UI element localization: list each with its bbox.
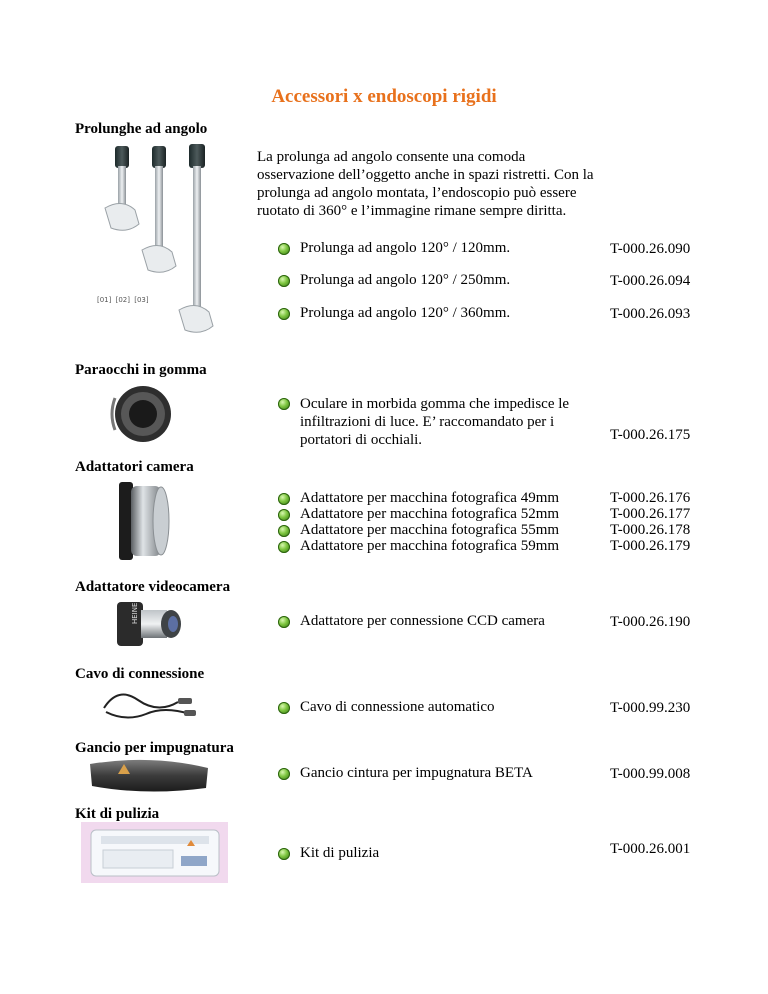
bullet-icon [278,308,290,320]
item-label: Prolunga ad angolo 120° / 250mm. [300,272,511,288]
list-item [278,490,559,507]
product-code: T-000.26.190 [610,614,691,630]
connection-cable-image [100,686,200,722]
product-code: T-000.26.093 [610,306,691,322]
product-code: T-000.99.230 [610,700,691,716]
bullet-icon [278,616,290,628]
section-heading-cavo: Cavo di connessione [75,666,205,682]
list-item [278,240,510,257]
bullet-icon [278,702,290,714]
bullet-icon [278,275,290,287]
list-item [278,395,600,449]
product-code: T-000.99.008 [610,766,691,782]
bullet-icon [278,509,290,521]
list-item [278,613,545,630]
bullet-icon [278,525,290,537]
image-label-01: [01] [97,296,112,304]
item-label: Adattatore per macchina fotografica 55mm [300,522,560,538]
list-item [278,522,559,539]
image-caption-labels [97,296,149,304]
cleaning-kit-box-icon [81,822,228,883]
product-code: T-000.26.179 [610,538,691,554]
list-item [278,272,510,289]
product-code: T-000.26.001 [610,841,691,857]
section-heading-gancio: Gancio per impugnatura [75,740,234,756]
rubber-eyecup-image [105,384,175,444]
image-label-03: [03] [134,296,149,304]
item-label: Adattatore per macchina fotografica 52mm [300,506,560,522]
product-code: T-000.26.176 [610,490,691,506]
product-code: T-000.26.090 [610,241,691,257]
list-item [278,765,533,782]
cleaning-kit-image [81,822,228,883]
angle-extension-image [85,138,245,340]
item-label: Gancio cintura per impugnatura BETA [300,765,533,781]
section-heading-paraocchi: Paraocchi in gomma [75,362,207,378]
item-label: Adattatore per macchina fotografica 59mm [300,538,560,554]
item-label: Prolunga ad angolo 120° / 120mm. [300,240,511,256]
product-code: T-000.26.177 [610,506,691,522]
section-heading-prolunghe: Prolunghe ad angolo [75,121,208,137]
camera-adapter-image [115,476,175,566]
item-label: Oculare in morbida gomma che impedisce le infiltrazioni di luce. E’ raccomandato per i portatori di occhiali. [300,396,570,448]
section-heading-videocamera: Adattatore videocamera [75,579,231,595]
item-label: Kit di pulizia [300,845,380,861]
list-item [278,845,379,862]
list-item [278,699,495,716]
bullet-icon [278,541,290,553]
item-label: Adattatore per connessione CCD camera [300,613,545,629]
prolunghe-description: La prolunga ad angolo consente una comoda osservazione dell’oggetto anche in spazi ristretti. Con la prolunga ad angolo montata, l’endoscopio può essere ruotato di 360° e l’immagine rimane sempre diritta. [257,149,594,219]
item-label: Adattatore per macchina fotografica 49mm [300,490,560,506]
product-code: T-000.26.175 [610,427,691,443]
item-label: Cavo di connessione automatico [300,699,495,715]
bullet-icon [278,493,290,505]
video-adapter-image [115,596,187,652]
page-title: Accessori x endoscopi rigidi [271,86,497,107]
belt-clip-image [84,756,214,796]
section-heading-kit: Kit di pulizia [75,806,160,822]
list-item [278,305,510,322]
bullet-icon [278,398,290,410]
list-item [278,538,559,555]
list-item [278,506,559,523]
bullet-icon [278,768,290,780]
image-label-02: [02] [115,296,130,304]
item-label: Prolunga ad angolo 120° / 360mm. [300,305,511,321]
heine-logo-text: HEINE [131,602,139,624]
section-heading-adattatori: Adattatori camera [75,459,194,475]
product-code: T-000.26.178 [610,522,691,538]
product-code: T-000.26.094 [610,273,691,289]
bullet-icon [278,848,290,860]
bullet-icon [278,243,290,255]
